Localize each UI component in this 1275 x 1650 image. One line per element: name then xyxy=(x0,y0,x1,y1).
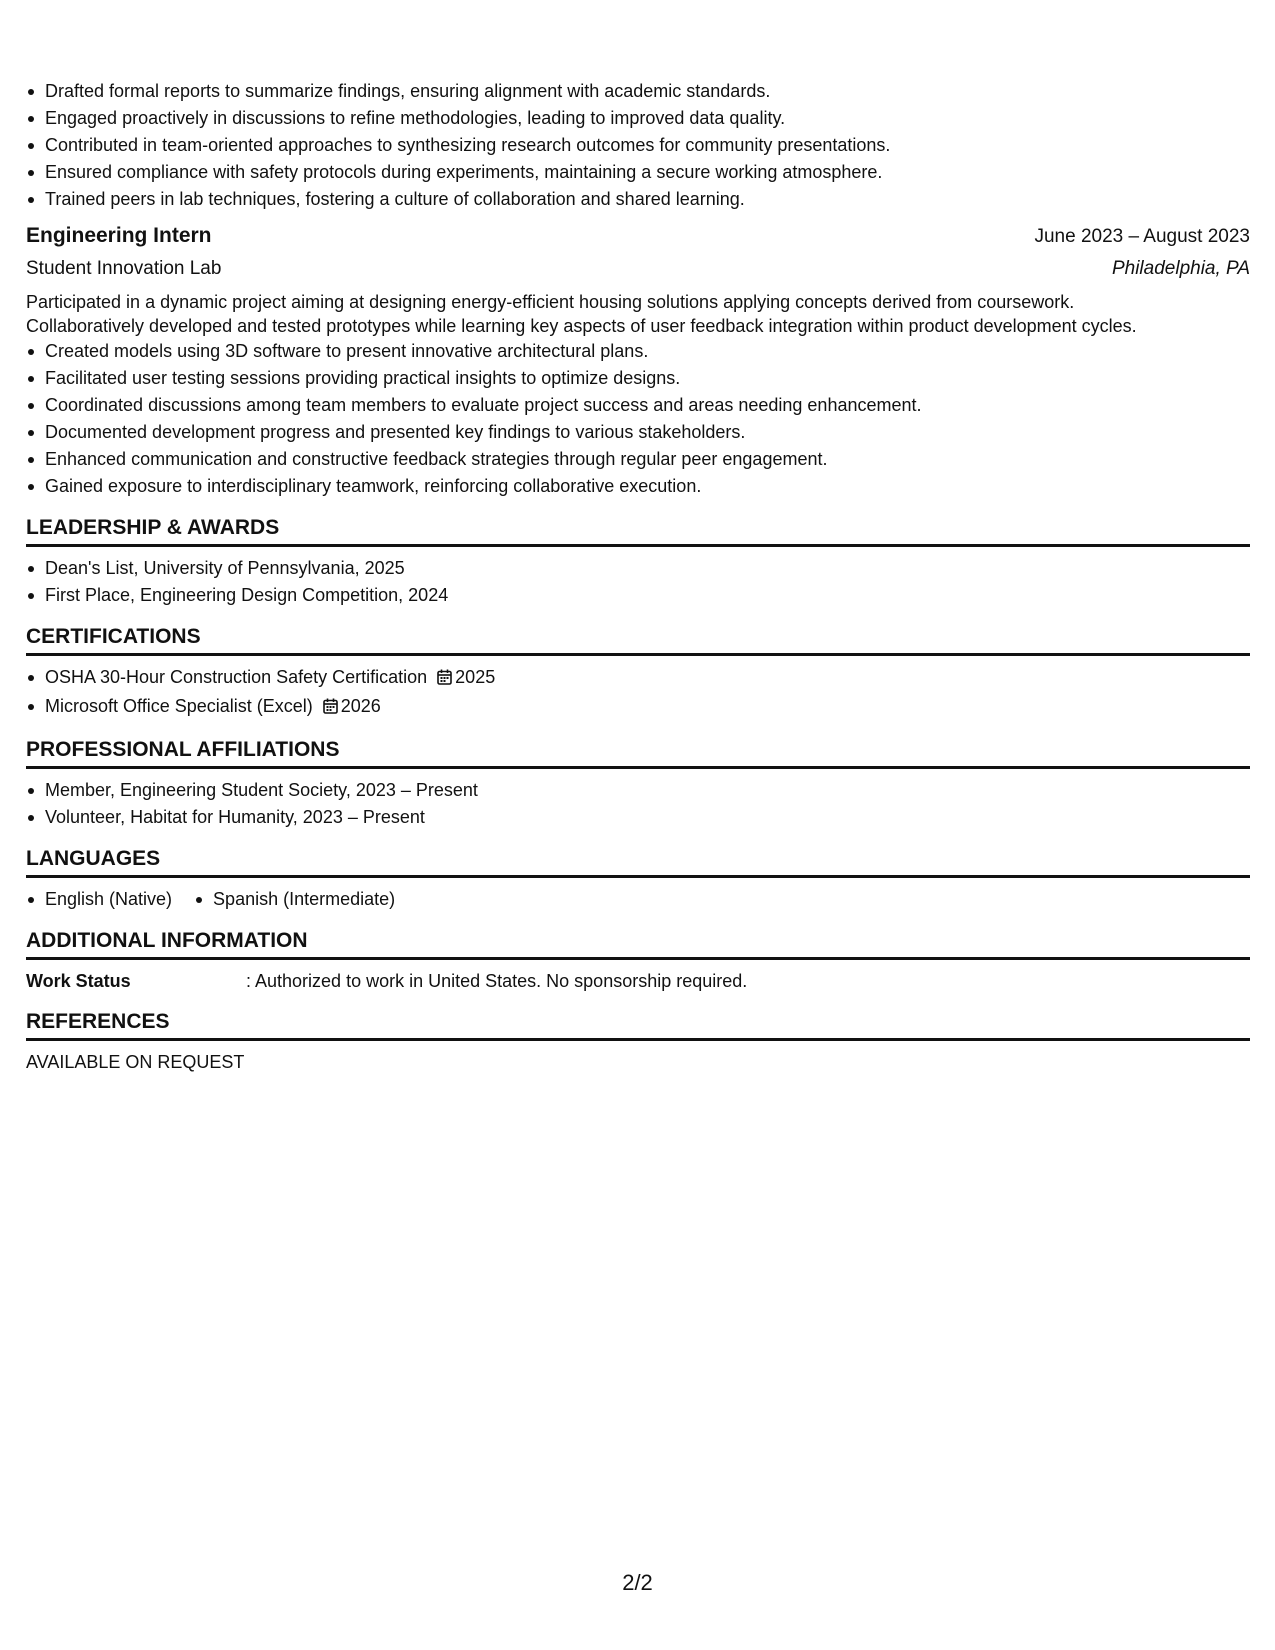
work-status-label: Work Status xyxy=(26,971,131,991)
list-item: Engaged proactively in discussions to refine methodologies, leading to improved data quality. xyxy=(26,105,1250,132)
list-item: Gained exposure to interdisciplinary teamwork, reinforcing collaborative execution. xyxy=(26,473,1250,500)
job-description xyxy=(26,290,1250,338)
job-description-line: Collaboratively developed and tested prototypes while learning key aspects of user feedback integration within product development cycles. xyxy=(26,316,1137,336)
section-title: LANGUAGES xyxy=(26,845,1250,878)
certification-item xyxy=(26,693,1250,722)
calendar-icon xyxy=(323,695,338,722)
certification-year: 2026 xyxy=(340,696,381,716)
job-entry xyxy=(26,221,1250,500)
section-title: ADDITIONAL INFORMATION xyxy=(26,927,1250,960)
list-item: First Place, Engineering Design Competition, 2024 xyxy=(26,582,1250,609)
job-title: Engineering Intern xyxy=(26,224,212,247)
section-title: LEADERSHIP & AWARDS xyxy=(26,514,1250,547)
list-item: Volunteer, Habitat for Humanity, 2023 – Present xyxy=(26,804,1250,831)
job-bullets xyxy=(26,338,1250,500)
certifications-section xyxy=(26,623,1250,722)
job-organization: Student Innovation Lab xyxy=(26,258,222,279)
section-title: CERTIFICATIONS xyxy=(26,623,1250,656)
calendar-icon xyxy=(437,666,452,693)
certification-item xyxy=(26,664,1250,693)
previous-job-bullets xyxy=(26,78,1250,213)
work-status-value: : Authorized to work in United States. No sponsorship required. xyxy=(246,971,748,991)
list-item: Member, Engineering Student Society, 2023 – Present xyxy=(26,777,1250,804)
job-dates: June 2023 – August 2023 xyxy=(1034,226,1250,247)
list-item: Enhanced communication and constructive feedback strategies through regular peer engagement. xyxy=(26,446,1250,473)
list-item: Drafted formal reports to summarize findings, ensuring alignment with academic standards. xyxy=(26,78,1250,105)
language-item: English (Native) xyxy=(26,886,172,913)
job-location: Philadelphia, PA xyxy=(1111,258,1250,279)
list-item: Facilitated user testing sessions providing practical insights to optimize designs. xyxy=(26,365,1250,392)
certification-name: Microsoft Office Specialist (Excel) xyxy=(45,696,313,716)
affiliations-section xyxy=(26,736,1250,831)
additional-info-section xyxy=(26,927,1250,994)
leadership-section xyxy=(26,514,1250,609)
list-item: Trained peers in lab techniques, fostering a culture of collaboration and shared learning. xyxy=(26,186,1250,213)
list-item: Documented development progress and presented key findings to various stakeholders. xyxy=(26,419,1250,446)
job-subheader xyxy=(26,254,1250,284)
job-header xyxy=(26,221,1250,252)
list-item: Dean's List, University of Pennsylvania, 2025 xyxy=(26,555,1250,582)
list-item: Coordinated discussions among team members to evaluate project success and areas needing enhancement. xyxy=(26,392,1250,419)
work-status-row xyxy=(26,968,1250,994)
references-text: AVAILABLE ON REQUEST xyxy=(26,1052,245,1072)
section-title: REFERENCES xyxy=(26,1008,1250,1041)
languages-section xyxy=(26,845,1250,913)
certification-year: 2025 xyxy=(455,667,496,687)
list-item: Created models using 3D software to present innovative architectural plans. xyxy=(26,338,1250,365)
certification-name: OSHA 30-Hour Construction Safety Certification xyxy=(45,667,428,687)
job-description-line: Participated in a dynamic project aiming at designing energy-efficient housing solutions applying concepts derived from coursework. xyxy=(26,292,1075,312)
section-title: PROFESSIONAL AFFILIATIONS xyxy=(26,736,1250,769)
page-number: 2/2 xyxy=(622,1570,653,1595)
list-item: Ensured compliance with safety protocols during experiments, maintaining a secure working atmosphere. xyxy=(26,159,1250,186)
list-item: Contributed in team-oriented approaches to synthesizing research outcomes for community presentations. xyxy=(26,132,1250,159)
language-item: Spanish (Intermediate) xyxy=(194,886,395,913)
references-section xyxy=(26,1008,1250,1075)
resume-page xyxy=(26,78,1250,1075)
